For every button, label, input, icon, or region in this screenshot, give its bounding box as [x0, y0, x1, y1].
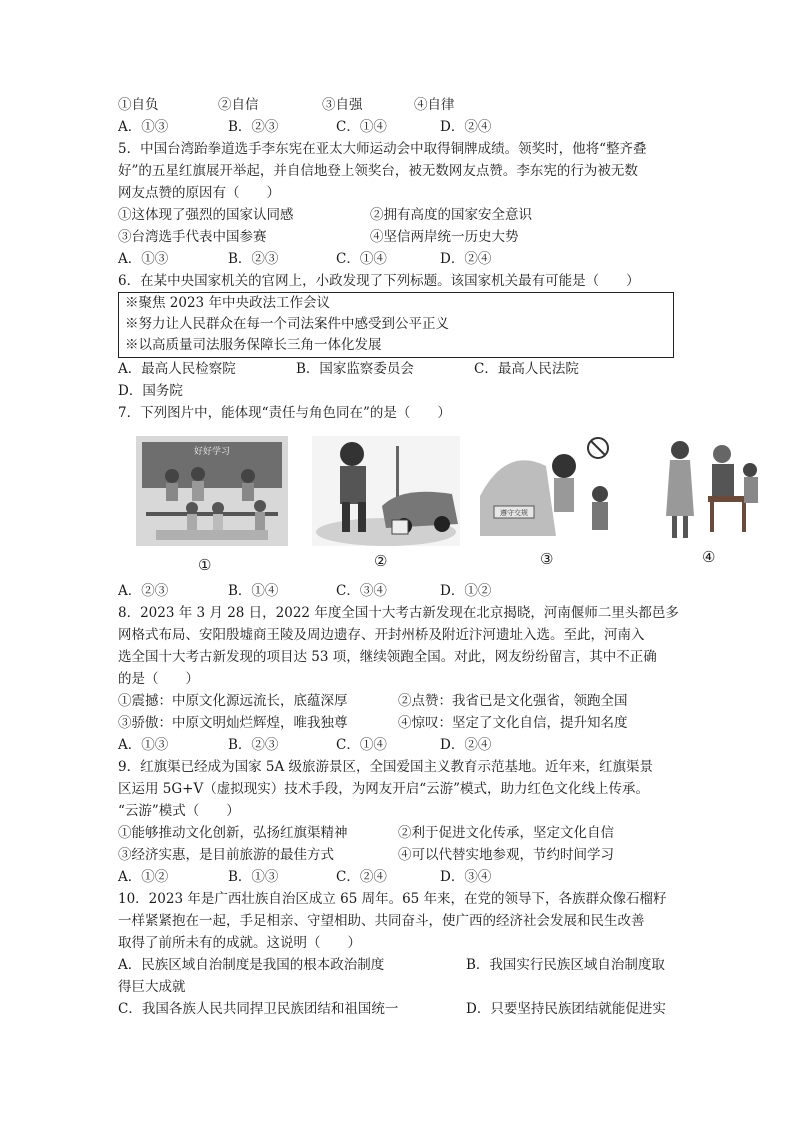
- q4-answer-a: A．①③: [118, 119, 169, 135]
- q9-stem-line-3: “云游”模式（ ）: [118, 803, 240, 819]
- q6-stem: 6．在某中央国家机关的官网上，小政发现了下列标题。该国家机关最有可能是（ ）: [118, 273, 640, 289]
- q6-headline-2: ※努力让人民群众在每一个司法案件中感受到公平正义: [125, 316, 449, 332]
- rock-sign: 遵守交规: [500, 509, 528, 517]
- q7-picture-1-label: ①: [198, 556, 212, 574]
- q8-answers: [118, 736, 678, 754]
- q6-headline-1: ※聚焦 2023 年中央政法工作会议: [125, 295, 330, 311]
- q9-stem-line-2: 区运用 5G+V（虚拟现实）技术手段，为网友开启“云游”模式，助力红色文化线上传承。: [118, 781, 650, 797]
- mother: [671, 441, 689, 459]
- q4-opt-4: ④自律: [414, 97, 455, 113]
- q9-answers: [118, 868, 678, 886]
- q9-opt-3: ③经济实惠，是目前旅游的最佳方式: [118, 847, 334, 863]
- q5-stem-line-2: 好”的五星红旗展开举起，并自信地登上领奖台，被无数网友点赞。李东宪的行为被无数: [118, 163, 638, 179]
- q7-picture-2-label: ②: [374, 552, 388, 570]
- q8-answer-a: A．①③: [118, 737, 169, 753]
- q7-answer-d: D．①②: [440, 583, 492, 599]
- q4-answers: [118, 118, 678, 136]
- q6-answers: [118, 360, 678, 378]
- q10-opt-b-continued: 得巨大成就: [118, 979, 186, 995]
- q4-options: [118, 96, 678, 114]
- q10-opt-a: A．民族区域自治制度是我国的根本政治制度: [118, 957, 385, 973]
- q10-options-row-1: [118, 956, 678, 974]
- q7-picture-4-label: ④: [702, 548, 716, 566]
- q9-opt-1: ①能够推动文化创新，弘扬红旗渠精神: [118, 825, 348, 841]
- q4-answer-b: B．②③: [228, 119, 279, 135]
- q10-stem-line-1: 10．2023 年是广西壮族自治区成立 65 周年。65 年来，在党的领导下，各族群众像石榴籽: [118, 891, 667, 907]
- q5-opt-3: ③台湾选手代表中国参赛: [118, 229, 267, 245]
- q8-opt-2: ②点赞：我省已是文化强省，领跑全国: [398, 693, 628, 709]
- grandparent: [713, 445, 731, 463]
- q5-options-row-2: [118, 228, 678, 246]
- q4-opt-3: ③自强: [322, 97, 363, 113]
- q5-answer-b: B．②③: [228, 251, 279, 267]
- q10-stem-line-3: 取得了前所未有的成就。这说明（ ）: [118, 935, 361, 951]
- q9-answer-b: B．①③: [228, 869, 279, 885]
- q7-answer-a: A．②③: [118, 583, 169, 599]
- q7-stem: 7．下列图片中，能体现“责任与角色同在”的是（ ）: [118, 405, 451, 421]
- q5-answer-d: D．②④: [440, 251, 492, 267]
- q9-options-row-2: [118, 846, 678, 864]
- q8-opt-4: ④惊叹：坚定了文化自信，提升知名度: [398, 715, 628, 731]
- man-head: [340, 442, 364, 466]
- q5-stem-line-3: 网友点赞的原因有（ ）: [118, 185, 280, 201]
- q5-opt-1: ①这体现了强烈的国家认同感: [118, 207, 294, 223]
- q6-answer-c: C．最高人民法院: [474, 361, 579, 377]
- q10-opt-c: C．我国各族人民共同捍卫民族团结和祖国统一: [118, 1001, 399, 1017]
- q8-opt-3: ③骄傲：中原文明灿烂辉煌，唯我独尊: [118, 715, 348, 731]
- q9-answer-d: D．③④: [440, 869, 492, 885]
- q9-opt-4: ④可以代替实地参观，节约时间学习: [398, 847, 614, 863]
- q8-stem-line-1: 8．2023 年 3 月 28 日，2022 年度全国十大考古新发现在北京揭晓，河南偃师二里头都邑多: [118, 605, 679, 621]
- q7-picture-4-family: [660, 436, 770, 546]
- q7-picture-1-classroom: [136, 436, 288, 546]
- q5-options-row-1: [118, 206, 678, 224]
- q6-answer-b: B．国家监察委员会: [296, 361, 414, 377]
- q9-opt-2: ②利于促进文化传承，坚定文化自信: [398, 825, 614, 841]
- q8-answer-d: D．②④: [440, 737, 492, 753]
- q8-options-row-1: [118, 692, 678, 710]
- q5-answer-a: A．①③: [118, 251, 169, 267]
- q9-stem-line-1: 9．红旗渠已经成为国家 5A 级旅游景区，全国爱国主义教育示范基地。近年来，红旗渠景: [118, 759, 654, 775]
- q10-options-row-2: [118, 1000, 678, 1018]
- q6-answer-d: D．国务院: [118, 383, 183, 399]
- q7-answers: [118, 582, 678, 600]
- q8-stem-line-3: 选全国十大考古新发现的项目达 53 项，继续领跑全国。对此，网友纷纷留言，其中不正确: [118, 649, 657, 665]
- q6-answer-a: A．最高人民检察院: [118, 361, 236, 377]
- child: [743, 463, 757, 477]
- q8-answer-b: B．②③: [228, 737, 279, 753]
- q7-answer-b: B．①④: [228, 583, 279, 599]
- q10-stem-line-2: 一样紧紧抱在一起，手足相亲、守望相助、共同奋斗，使广西的经济社会发展和民生改善: [118, 913, 645, 929]
- q7-answer-c: C．③④: [336, 583, 387, 599]
- q8-stem-line-4: 的是（ ）: [118, 671, 199, 687]
- q9-options-row-1: [118, 824, 678, 842]
- q8-stem-line-2: 网格式布局、安阳殷墟商王陵及周边遗存、开封州桥及附近汴河遗址入选。至此，河南入: [118, 627, 645, 643]
- q10-opt-b: B．我国实行民族区域自治制度取: [466, 957, 665, 973]
- q4-opt-1: ①自负: [118, 97, 159, 113]
- q4-answer-d: D．②④: [440, 119, 492, 135]
- q4-answer-c: C．①④: [336, 119, 387, 135]
- q5-answer-c: C．①④: [336, 251, 387, 267]
- q5-opt-2: ②拥有高度的国家安全意识: [370, 207, 532, 223]
- q5-stem-line-1: 5．中国台湾跆拳道选手李东宪在亚太大师运动会中取得铜牌成绩。领奖时，他将“整齐叠: [118, 141, 647, 157]
- q7-picture-2-man-car: [312, 436, 460, 546]
- q6-headline-3: ※以高质量司法服务保障长三角一体化发展: [125, 337, 382, 353]
- q5-opt-4: ④坚信两岸统一历史大势: [370, 229, 519, 245]
- q4-opt-2: ②自信: [218, 97, 259, 113]
- q8-opt-1: ①震撼：中原文化源远流长，底蕴深厚: [118, 693, 348, 709]
- q6-headline-box: [118, 292, 674, 358]
- q7-picture-3-label: ③: [540, 550, 554, 568]
- q5-answers: [118, 250, 678, 268]
- q8-answer-c: C．①④: [336, 737, 387, 753]
- q9-answer-a: A．①②: [118, 869, 169, 885]
- q9-answer-c: C．②④: [336, 869, 387, 885]
- q8-options-row-2: [118, 714, 678, 732]
- blackboard-sign: 好好学习: [193, 447, 231, 457]
- q10-opt-d: D．只要坚持民族团结就能促进实: [466, 1001, 666, 1017]
- q7-picture-3-sign-children: [476, 436, 616, 546]
